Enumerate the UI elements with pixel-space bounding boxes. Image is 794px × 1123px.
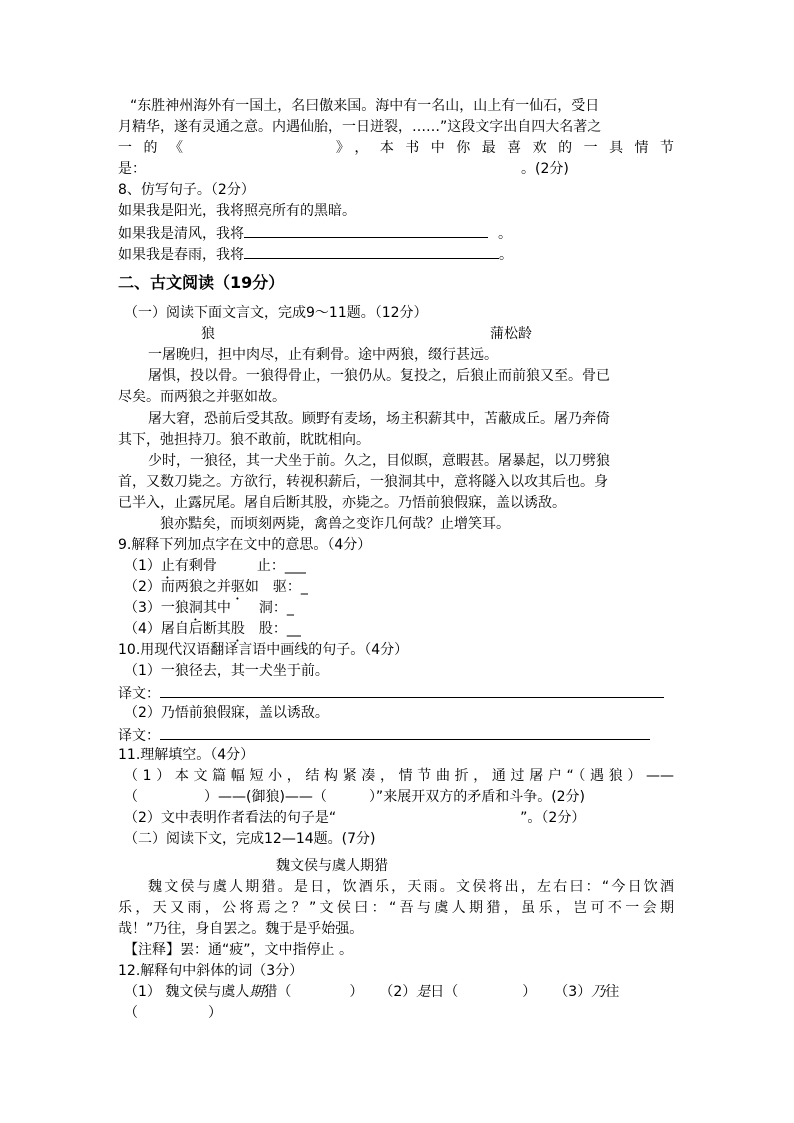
q10-translation-blank-2[interactable] [160, 724, 650, 740]
q10-trans-label-1: 译文： [118, 686, 160, 702]
author-name: 蒲松龄 [490, 326, 532, 342]
q7-book-suffix: 》，本书中你最喜欢的一具情节 [324, 140, 675, 156]
wolf-para4-text-3: 已半入，止露尻尾。屠自后断其股，亦毙之。乃悟前狼假寐，盖以诱敌。 [118, 495, 566, 511]
q9-item1-label: 止： [256, 558, 285, 574]
q12-item1-close: ） [349, 984, 364, 1000]
q7-line3 [118, 138, 674, 159]
q9-item1-post: 有剩骨 [174, 558, 217, 574]
wolf-para1-text: 一屠晚归，担中肉尽，止有剩骨。途中两狼，缀行甚远。 [148, 347, 498, 363]
q12-item2-post: 日（ [430, 984, 459, 1000]
q9-item2-dotted-char: 驱 [230, 579, 245, 595]
part2-para-line2 [118, 898, 674, 919]
wolf-para4-line3 [118, 493, 674, 514]
q7-line1 [130, 96, 674, 117]
q12-item1-pre: （1） 魏文侯与虞人 [124, 984, 250, 1000]
q8-line2 [118, 243, 674, 266]
q9-item4-pre: （4）屠自后断其 [124, 621, 231, 637]
q9-item3-label: 洞： [258, 600, 287, 616]
part2-title-text: 魏文侯与虞人期猎 [276, 858, 388, 874]
text-author [490, 324, 570, 345]
wolf-para3-text-2: 其下，弛担持刀。狼不敢前，眈眈相向。 [118, 432, 370, 448]
q8-example-text: 如果我是阳光，我将照亮所有的黑暗。 [118, 203, 356, 219]
part2-para-text-3: 哉！”乃往，身自罢之。魏于是乎始强。 [118, 921, 364, 937]
wolf-para3-line1 [148, 409, 674, 430]
q9-item2-post: 如 [244, 579, 259, 595]
wolf-para2-line2 [118, 387, 674, 408]
q9-item4-blank[interactable]: __ [286, 621, 301, 637]
q10-title-text: 10.用现代汉语翻译言语中画线的句子。（4分） [118, 642, 409, 658]
part2-para-line3 [118, 919, 674, 940]
q12-item3-italic-word: 乃 [591, 984, 606, 1000]
q9-item1-dotted-char: 止 [160, 558, 175, 574]
q12-item2-close: ） [522, 984, 537, 1000]
wolf-para5 [160, 514, 716, 535]
q9-title [118, 535, 674, 556]
section2-title-text: 二、古文阅读（19分） [118, 273, 285, 292]
q12-items [124, 982, 680, 1003]
q8-line1-prefix: 如果我是清风，我将 [118, 226, 244, 242]
wolf-para2-text-1: 屠惧，投以骨。一狼得骨止，一狼仍从。复投之，后狼止而前狼又至。骨已 [148, 368, 610, 384]
text-title-wolf [201, 324, 241, 345]
q11-title [118, 745, 674, 766]
wolf-para3-line2 [118, 430, 674, 451]
q12-item3-answer-line [124, 1003, 680, 1024]
q7-text-2: 月精华，遂有灵通之意。内遇仙胎，一日迸裂，……”这段文字出自四大名著之 [118, 119, 602, 135]
q8-title-text: 8、仿写句子。（2分） [118, 182, 255, 198]
q10-translation-1 [118, 682, 674, 705]
q12-item1-post: 猎（ [263, 984, 292, 1000]
q7-plot-score: 。(2分) [521, 161, 569, 177]
q10-trans-label-2: 译文： [118, 728, 160, 744]
q11-paren-open-1: （ [124, 789, 138, 805]
wolf-para4-text-1: 少时，一狼径，其一犬坐于前。久之，目似瞑，意暇甚。屠暴起，以刀劈狼 [148, 453, 610, 469]
q10-sentence-2 [124, 703, 680, 724]
wolf-title: 狼 [201, 326, 215, 342]
q11-line1-text: （1）本文篇幅短小，结构紧凑，情节曲折，通过屠户“（遇狼）—— [124, 768, 674, 784]
q9-item4-label: 股： [258, 621, 287, 637]
q8-answer-blank-2[interactable] [244, 243, 499, 259]
wolf-para4-line2 [118, 472, 674, 493]
q10-sentence-2-text: （2）乃悟前狼假寐，盖以诱敌。 [124, 705, 329, 721]
q8-title [118, 180, 674, 201]
q9-item3-dotted-char: 洞 [188, 600, 203, 616]
q9-item2-label: 驱： [272, 579, 301, 595]
q12-item3-close: ） [208, 1005, 222, 1021]
q11-line3 [124, 808, 680, 829]
q7-plot-prefix: 是： [118, 161, 146, 177]
q12-item1-italic-word: 期 [249, 984, 264, 1000]
part2-note [124, 940, 680, 961]
q8-line2-prefix: 如果我是春雨，我将 [118, 247, 244, 263]
q8-answer-blank-1[interactable] [244, 222, 488, 238]
q9-item1-pre: （1） [124, 558, 161, 574]
q10-sentence-1 [124, 661, 680, 682]
q12-title [118, 961, 674, 982]
section2-title [118, 271, 674, 295]
q8-line1 [118, 222, 674, 245]
wolf-para1 [148, 345, 704, 366]
q11-line2-end: ）”来展开双方的矛盾和斗争。(2分) [368, 789, 586, 805]
wolf-para3-text-1: 屠大窘，恐前后受其敌。顾野有麦场，场主积薪其中，苫蔽成丘。屠乃奔倚 [148, 411, 610, 427]
q9-item2-pre: （2）而两狼之并 [124, 579, 231, 595]
q10-translation-2 [118, 724, 674, 747]
wolf-para2-line1 [148, 366, 674, 387]
q9-item2-blank[interactable]: _ [300, 579, 308, 595]
part1-intro [124, 303, 680, 324]
q10-title [118, 640, 674, 661]
part2-para-text-1: 魏文侯与虞人期猎。是日，饮酒乐，天雨。文侯将出，左右曰：“今日饮酒 [148, 879, 674, 895]
q11-line3-prefix: （2）文中表明作者看法的句子是“ [124, 810, 337, 826]
q9-item3-blank[interactable]: _ [286, 600, 294, 616]
wolf-para2-text-2: 尽矣。而两狼之并驱如故。 [118, 389, 286, 405]
part2-intro-text: （二）阅读下文，完成12—14题。(7分) [124, 831, 376, 847]
wolf-para4-line1 [148, 451, 674, 472]
q7-line4 [118, 159, 674, 180]
q9-item4-dotted-char: 股 [230, 621, 245, 637]
q10-translation-blank-1[interactable] [160, 682, 664, 698]
q12-title-text: 12.解释句中斜体的词（3分） [118, 963, 304, 979]
q11-title-text: 11.理解填空。（4分） [118, 747, 255, 763]
q9-item3-pre: （3）一狼 [124, 600, 189, 616]
q11-line3-suffix: ”。（2分） [520, 810, 586, 826]
q8-line1-end: 。 [498, 226, 512, 242]
q7-line2 [118, 117, 674, 138]
q8-example [118, 201, 674, 222]
wolf-para4-text-2: 首，又数刀毙之。方欲行，转视积薪后，一狼洞其中，意将隧入以攻其后也。身 [118, 474, 608, 490]
q11-line1 [124, 766, 674, 787]
q7-book-prefix: 一的《 [118, 140, 195, 156]
q12-item2-italic-word: 是 [416, 984, 431, 1000]
q12-item3-pre: （3） [554, 984, 592, 1000]
part2-para-line1 [148, 877, 674, 898]
q7-text-1: “东胜神州海外有一国土，名曰傲来国。海中有一名山，山上有一仙石，受日 [130, 98, 600, 114]
q12-item3-open: （ [124, 1005, 138, 1021]
q8-line2-end: 。 [499, 247, 513, 263]
part2-intro [124, 829, 680, 850]
part2-text-title [276, 856, 436, 877]
q10-sentence-1-text: （1）一狼径去，其一犬坐于前。 [124, 663, 329, 679]
part2-para-text-2: 乐，天又雨，公将焉之？”文侯曰：“吾与虞人期猎，虽乐，岂可不一会期 [118, 900, 674, 916]
q9-item3-post: 其中 [202, 600, 231, 616]
part1-intro-text: （一）阅读下面文言文，完成9～11题。（12分） [124, 305, 428, 321]
q12-item2-pre: （2） [379, 984, 417, 1000]
q11-line2-mid: ）——(御狼)——（ [204, 789, 327, 805]
part2-note-text: 【注释】罢：通“疲”，文中指停止 。 [124, 942, 353, 958]
q9-title-text: 9.解释下列加点字在文中的意思。（4分） [118, 537, 372, 553]
q12-item3-post: 往 [605, 984, 620, 1000]
wolf-para5-text: 狼亦黠矣，而顷刻两毙，禽兽之变诈几何哉？止增笑耳。 [160, 516, 510, 532]
q9-item1-blank[interactable]: ___ [284, 558, 306, 574]
q11-line2 [124, 787, 680, 808]
